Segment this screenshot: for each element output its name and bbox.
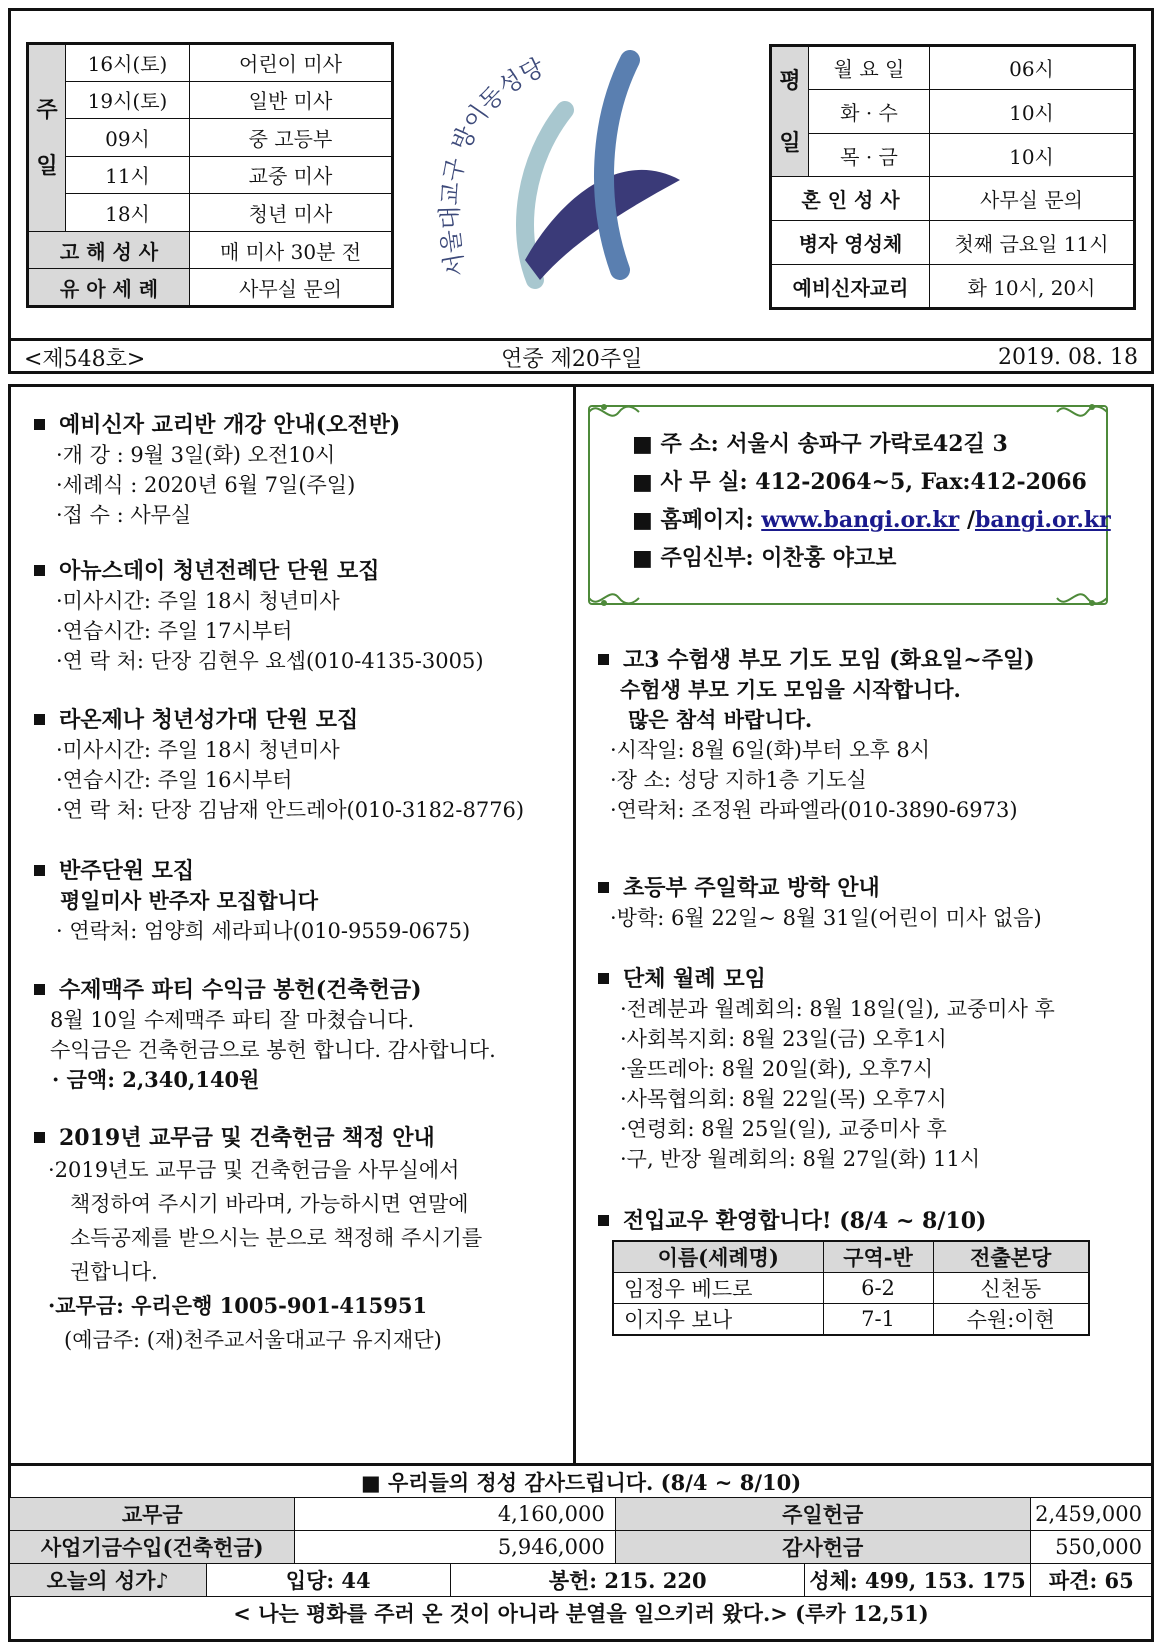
notice-line: 8월 10일 수제맥주 파티 잘 마쳤습니다. (50, 1008, 415, 1032)
notice-tithe (34, 1123, 482, 1357)
notice-line: ·연 락 처: 단장 김현우 요셉(010-4135-3005) (56, 649, 484, 673)
tithe-value: 4,160,000 (295, 1498, 615, 1531)
notice-line: ·시작일: 8월 6일(화)부터 오후 8시 (610, 738, 931, 762)
sunday-mass-table (26, 42, 394, 308)
notice-line: ·울뜨레아: 8월 20일(화), 오후7시 (620, 1057, 934, 1081)
issue-date: 2019. 08. 18 (998, 344, 1138, 370)
sunday-offering-label: 주일헌금 (615, 1498, 1030, 1531)
notice-title: 2019년 교무금 및 건축헌금 책정 안내 (59, 1125, 435, 1151)
bullet-icon (34, 1132, 45, 1143)
notice-exam-prayer (598, 645, 1035, 825)
notice-line: 소득공제를 받으시는 분으로 책정해 주시기를 (70, 1226, 483, 1250)
notice-title: 전입교우 환영합니다! (8/4 ~ 8/10) (623, 1208, 987, 1234)
offering-footer (10, 1463, 1152, 1630)
bullet-icon (34, 419, 45, 430)
notice-line: ·개 강 : 9월 3일(화) 오전10시 (56, 443, 336, 467)
confession-value: 매 미사 30분 전 (190, 231, 393, 269)
infant-baptism-label: 유 아 세 례 (28, 269, 190, 307)
weekday-time: 06시 (930, 46, 1135, 90)
weekday-day: 화 · 수 (809, 89, 930, 133)
bullet-icon (34, 565, 45, 576)
mass-name: 중 고등부 (190, 119, 393, 157)
notice-agnus-dei (34, 556, 484, 676)
notice-line: 권합니다. (70, 1260, 158, 1284)
building-fund-value: 5,946,000 (295, 1531, 615, 1564)
notice-line: ·연령회: 8월 25일(일), 교중미사 후 (620, 1117, 947, 1141)
notice-line: ·방학: 6월 22일~ 8월 31일(어린이 미사 없음) (610, 906, 1042, 930)
table-header: 구역-반 (823, 1241, 933, 1273)
notice-line: · 연락처: 엄양희 세라피나(010-9559-0675) (56, 919, 471, 943)
thanks-offering-value: 550,000 (1030, 1531, 1152, 1564)
notice-line: ·연락처: 조정원 라파엘라(010-3890-6973) (610, 798, 1018, 822)
thanks-offering-label: 감사헌금 (615, 1531, 1030, 1564)
mass-name: 어린이 미사 (190, 44, 393, 82)
notice-line: ·2019년도 교무금 및 건축헌금을 사무실에서 (48, 1158, 460, 1182)
notice-title: 반주단원 모집 (59, 858, 195, 884)
notice-line: ·세례식 : 2020년 6월 7일(주일) (56, 473, 356, 497)
notice-line: ·미사시간: 주일 18시 청년미사 (56, 738, 340, 762)
notice-line: 책정하여 주시기 바라며, 가능하시면 연말에 (70, 1192, 469, 1216)
notice-subtitle: 평일미사 반주자 모집합니다 (60, 888, 319, 913)
homepage-link[interactable]: www.bangi.or.kr (761, 507, 960, 533)
parish-logo (425, 30, 725, 310)
weekday-time: 10시 (930, 133, 1135, 177)
table-header: 이름(세례명) (613, 1241, 823, 1273)
notice-account-holder: (예금주: (재)천주교서울대교구 유지재단) (64, 1328, 442, 1352)
sick-communion-label: 병자 영성체 (771, 221, 930, 265)
infant-baptism-value: 사무실 문의 (190, 269, 393, 307)
issue-number: <제548호> (24, 346, 146, 372)
info-pastor: ■ 주임신부: 이찬홍 야고보 (632, 545, 897, 571)
parish-info-box (588, 405, 1111, 605)
hymn-offertory: 봉헌: 215. 220 (450, 1564, 804, 1597)
info-address: ■ 주 소: 서울시 송파구 가락로42길 3 (632, 431, 1008, 457)
weekday-day: 월 요 일 (809, 46, 930, 90)
notice-subtitle: 많은 참석 바랍니다. (628, 707, 813, 732)
notice-choir (34, 705, 524, 825)
bullet-icon (34, 714, 45, 725)
issue-bar (10, 338, 1152, 373)
weekday-day: 목 · 금 (809, 133, 930, 177)
bullet-icon (34, 984, 45, 995)
mass-time: 09시 (66, 119, 190, 157)
table-cell: 신천동 (933, 1273, 1089, 1304)
notice-monthly-meetings (598, 964, 1055, 1174)
table-cell: 임정우 베드로 (613, 1273, 823, 1304)
gospel-quote: < 나는 평화를 주러 온 것이 아니라 분열을 일으키러 왔다.> (루카 12,51) (10, 1597, 1152, 1630)
mass-time: 19시(토) (66, 81, 190, 119)
catechumen-label: 예비신자교리 (771, 265, 930, 309)
notice-accompanist (34, 856, 470, 946)
info-office: ■ 사 무 실: 412-2064~5, Fax:412-2066 (632, 469, 1087, 495)
notice-line: ·장 소: 성당 지하1층 기도실 (610, 768, 867, 792)
notice-line: ·연 락 처: 단장 김남재 안드레아(010-3182-8776) (56, 798, 525, 822)
notice-line: ·구, 반장 월례회의: 8월 27일(화) 11시 (620, 1147, 981, 1171)
weekday-time: 10시 (930, 89, 1135, 133)
issue-title: 연중 제20주일 (501, 346, 643, 372)
notice-subtitle: 수험생 부모 기도 모임을 시작합니다. (620, 677, 961, 702)
vine-ornament-icon (584, 397, 644, 427)
notice-line: ·미사시간: 주일 18시 청년미사 (56, 589, 340, 613)
mass-name: 교중 미사 (190, 156, 393, 194)
notice-title: 고3 수험생 부모 기도 모임 (화요일~주일) (623, 647, 1035, 673)
offering-title: ■ 우리들의 정성 감사드립니다. (8/4 ~ 8/10) (10, 1465, 1152, 1498)
notice-title: 초등부 주일학교 방학 안내 (623, 875, 880, 901)
notice-title: 단체 월례 모임 (623, 966, 766, 992)
notice-line: ·접 수 : 사무실 (56, 503, 192, 527)
notice-line: ·연습시간: 주일 17시부터 (56, 619, 293, 643)
building-fund-label: 사업기금수입(건축헌금) (10, 1531, 295, 1564)
weekday-mass-table (769, 44, 1136, 310)
logo-text: 서울대교구 방이동성당 (435, 53, 549, 279)
sunday-offering-value: 2,459,000 (1030, 1498, 1152, 1531)
table-cell: 이지우 보나 (613, 1304, 823, 1336)
notice-line: ·사목협의회: 8월 22일(목) 오후7시 (620, 1087, 947, 1111)
notice-account: ·교무금: 우리은행 1005-901-415951 (48, 1293, 428, 1318)
bullet-icon (598, 882, 609, 893)
weekday-label: 평 일 (771, 46, 809, 177)
notice-catechism (34, 410, 400, 530)
info-homepage: ■ 홈페이지: www.bangi.or.kr /bangi.or.kr (632, 507, 1111, 533)
catechumen-value: 화 10시, 20시 (930, 265, 1135, 309)
tithe-label: 교무금 (10, 1498, 295, 1531)
table-row (613, 1273, 1089, 1304)
mass-name: 청년 미사 (190, 194, 393, 232)
table-header: 전출본당 (933, 1241, 1089, 1273)
mass-time: 16시(토) (66, 44, 190, 82)
notice-title: 수제맥주 파티 수익금 봉헌(건축헌금) (59, 977, 422, 1003)
bullet-icon (598, 654, 609, 665)
notice-sunday-school (598, 873, 1042, 933)
wedding-label: 혼 인 성 사 (771, 177, 930, 221)
sick-communion-value: 첫째 금요일 11시 (930, 221, 1135, 265)
notice-line: 수익금은 건축헌금으로 봉헌 합니다. 감사합니다. (50, 1038, 496, 1062)
wedding-value: 사무실 문의 (930, 177, 1135, 221)
new-parishioner-table (612, 1240, 1090, 1336)
column-divider (573, 387, 576, 1465)
table-row (613, 1304, 1089, 1336)
notice-title: 아뉴스데이 청년전례단 단원 모집 (59, 558, 380, 584)
vine-ornament-icon (584, 583, 644, 613)
bullet-icon (598, 1215, 609, 1226)
notice-title: 예비신자 교리반 개강 안내(오전반) (59, 412, 401, 438)
hymn-label: 오늘의 성가♪ (10, 1564, 206, 1597)
table-cell: 7-1 (823, 1304, 933, 1336)
notice-beer-party (34, 975, 496, 1095)
notice-line: ·사회복지회: 8월 23일(금) 오후1시 (620, 1027, 947, 1051)
notice-line: ·전례분과 월례회의: 8월 18일(일), 교중미사 후 (620, 997, 1055, 1021)
confession-label: 고 해 성 사 (28, 231, 190, 269)
mass-time: 11시 (66, 156, 190, 194)
mass-name: 일반 미사 (190, 81, 393, 119)
bullet-icon (34, 865, 45, 876)
mass-time: 18시 (66, 194, 190, 232)
notice-line: ·연습시간: 주일 16시부터 (56, 768, 293, 792)
hymn-dismissal: 파견: 65 (1030, 1564, 1152, 1597)
table-cell: 6-2 (823, 1273, 933, 1304)
table-cell: 수원:이현 (933, 1304, 1089, 1336)
homepage-link-2[interactable]: bangi.or.kr (974, 507, 1111, 533)
hymn-entrance: 입당: 44 (206, 1564, 450, 1597)
notice-new-parishioners (598, 1206, 986, 1236)
notice-amount: · 금액: 2,340,140원 (52, 1067, 260, 1092)
hymn-communion: 성체: 499, 153. 175 (805, 1564, 1030, 1597)
vine-ornament-icon (1052, 397, 1112, 427)
vine-ornament-icon (1052, 583, 1112, 613)
sunday-label: 주 일 (28, 44, 66, 232)
notice-title: 라온제나 청년성가대 단원 모집 (59, 707, 359, 733)
bullet-icon (598, 973, 609, 984)
